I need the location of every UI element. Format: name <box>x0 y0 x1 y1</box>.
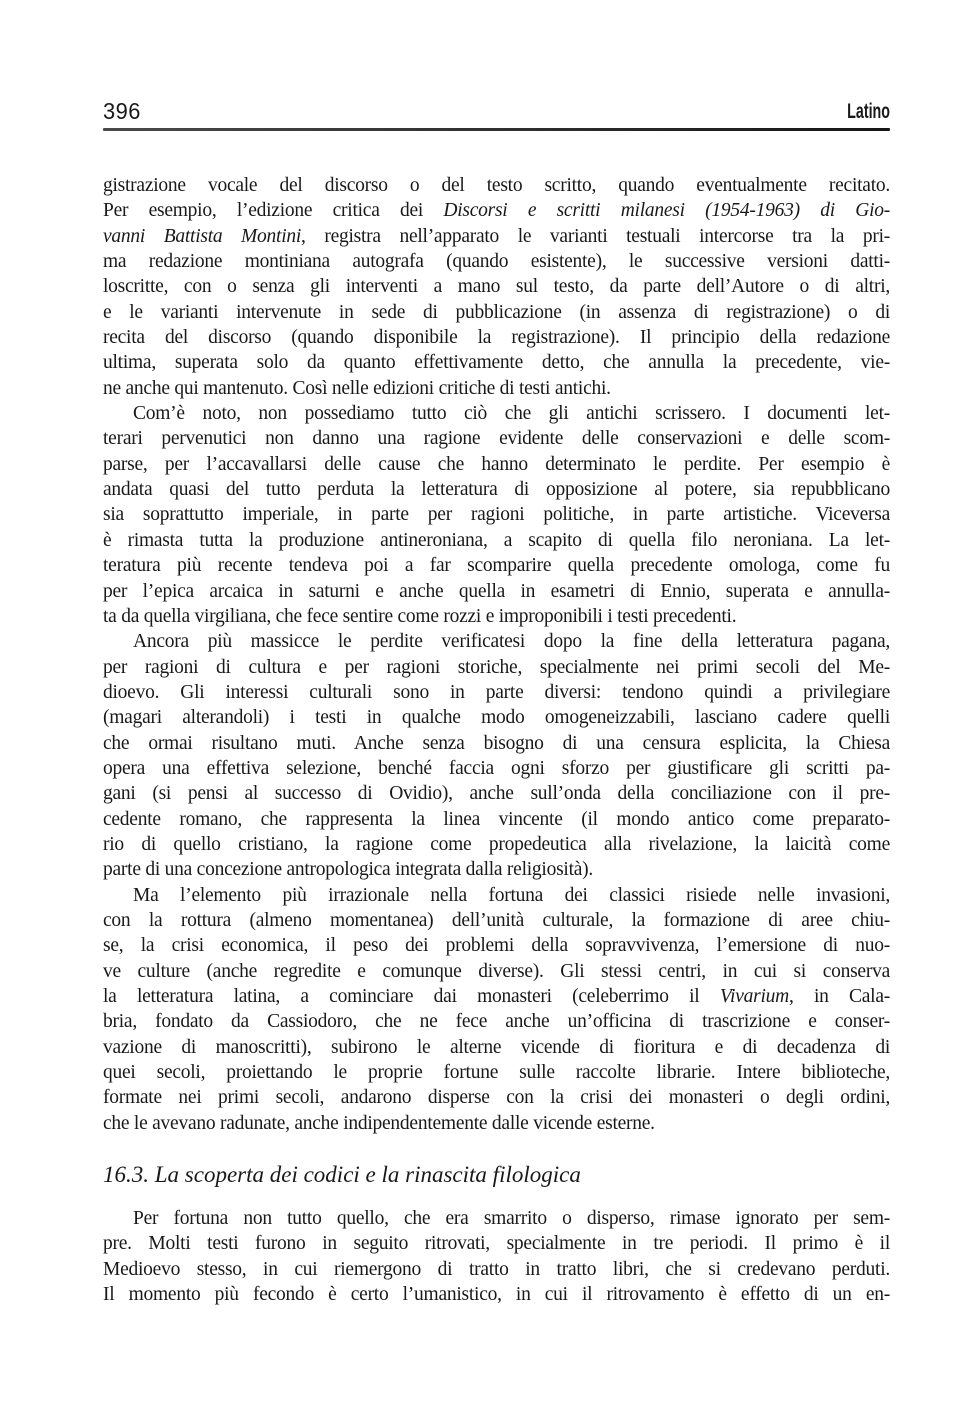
text-line: che ormai risultano muti. Anche senza bisogno di una censura esplicita, la Chiesa <box>103 732 890 754</box>
text-line: ultima, superata solo da quanto effettivamente detto, che annulla la precedente, vie- <box>103 352 890 374</box>
text-line: gani (si pensi al successo di Ovidio), anche sull’onda della conciliazione con il pre- <box>103 783 890 805</box>
text-line: è rimasta tutta la produzione antineroniana, a scapito di quella filo neroniana. La let- <box>103 529 890 551</box>
text-line: opera una effettiva selezione, benché faccia ogni sforzo per giustificare gli scritti pa- <box>103 757 890 779</box>
text-line: recita del discorso (quando disponibile la registrazione). Il principio della redazione <box>103 327 890 349</box>
text-line: parte di una concezione antropologica integrata dalla religiosità). <box>103 859 594 881</box>
text-line: formate nei primi secoli, andarono disperse con la crisi dei monasteri o degli ordini, <box>103 1087 890 1109</box>
paragraph <box>103 173 890 401</box>
paragraph <box>103 1206 890 1307</box>
text-line: Il momento più fecondo è certo l’umanistico, in cui il ritrovamento è effetto di un en- <box>103 1284 890 1306</box>
text-line: per l’epica arcaica in saturni e anche quella in esametri di Ennio, superata e annulla- <box>103 580 890 602</box>
text-line: e le varianti intervenute in sede di pubblicazione (in assenza di registrazione) o di <box>103 301 890 323</box>
text-line: vazione di manoscritti), subirono le alterne vicende di fioritura e di decadenza di <box>103 1036 890 1058</box>
text-line: Per fortuna non tutto quello, che era smarrito o disperso, rimase ignorato per sem- <box>133 1208 890 1230</box>
text-line: gistrazione vocale del discorso o del testo scritto, quando eventualmente recitato. <box>103 175 890 196</box>
text-line: (magari alterandoli) i testi in qualche modo omogeneizzabili, lasciano cadere quelli <box>103 707 890 729</box>
text-line: terari pervenutici non danno una ragione evidente delle conservazioni e delle scom- <box>103 428 890 450</box>
text-line: con la rottura (almeno momentanea) dell’unità culturale, la formazione di aree chiu- <box>103 909 890 931</box>
running-header <box>103 90 890 126</box>
text-line: per ragioni di cultura e per ragioni storiche, specialmente nei primi secoli del Me- <box>103 656 890 678</box>
text-line: sia soprattutto imperiale, in parte per ragioni politiche, in parte artistiche. Viceversa <box>103 504 890 526</box>
paragraph <box>103 629 890 882</box>
header-rule <box>103 128 890 131</box>
text-line: Ma l’elemento più irrazionale nella fortuna dei classici risiede nelle invasioni, <box>133 884 890 906</box>
text-line: cedente romano, che rappresenta la linea vincente (il mondo antico come preparato- <box>103 808 890 830</box>
text-line: vanni Battista Montini, registra nell’apparato le varianti testuali intercorse tra la pri- <box>103 225 890 247</box>
text-line: rio di quello cristiano, la ragione come propedeutica alla rivelazione, la laicità come <box>103 833 890 855</box>
section-heading: 16.3. La scoperta dei codici e la rinascita filologica <box>103 1162 581 1188</box>
text-line: andata quasi del tutto perduta la letteratura di opposizione al potere, sia repubblicano <box>103 479 890 501</box>
text-line: la letteratura latina, a cominciare dai monasteri (celeberrimo il Vivarium, in Cala- <box>103 986 890 1007</box>
body-text <box>103 173 890 1307</box>
text-line: ta da quella virgiliana, che fece sentire come rozzi e improponibili i testi precedenti. <box>103 605 737 627</box>
text-line: loscritte, con o senza gli interventi a mano sul testo, da parte dell’Autore o di altri, <box>103 276 890 298</box>
text-line: ne anche qui mantenuto. Così nelle edizioni critiche di testi antichi. <box>103 377 611 399</box>
text-line: Ancora più massicce le perdite verificatesi dopo la fine della letteratura pagana, <box>133 631 890 653</box>
text-line: Com’è noto, non possediamo tutto ciò che gli antichi scrissero. I documenti let- <box>133 403 890 425</box>
page-number: 396 <box>103 98 141 124</box>
text-line: ma redazione montiniana autografa (quando esistente), le successive versioni datti- <box>103 251 890 273</box>
text-line: parse, per l’accavallarsi delle cause che hanno determinato le perdite. Per esempio è <box>103 453 890 475</box>
text-line: che le avevano radunate, anche indipendentemente dalle vicende esterne. <box>103 1112 655 1134</box>
running-title: Latino <box>847 100 890 123</box>
text-line: Medioevo stesso, in cui riemergono di tratto in tratto libri, che si credevano perduti. <box>103 1258 890 1280</box>
text-line: Per esempio, l’edizione critica dei Discorsi e scritti milanesi (1954-1963) di Gio- <box>103 200 890 222</box>
text-line: dioevo. Gli interessi culturali sono in parte diversi: tendono quindi a privilegiare <box>103 681 890 703</box>
text-line: se, la crisi economica, il peso dei problemi della sopravvivenza, l’emersione di nuo- <box>103 935 890 957</box>
paragraph <box>103 401 890 629</box>
paragraph <box>103 883 890 1136</box>
text-line: bria, fondato da Cassiodoro, che ne fece anche un’officina di trascrizione e conser- <box>103 1011 890 1033</box>
text-line: pre. Molti testi furono in seguito ritrovati, specialmente in tre periodi. Il primo è il <box>103 1233 890 1255</box>
text-line: teratura più recente tendeva poi a far scomparire quella precedente omologa, come fu <box>103 555 890 577</box>
text-line: ve culture (anche regredite e comunque diverse). Gli stessi centri, in cui si conserva <box>103 960 890 982</box>
text-line: quei secoli, proiettando le proprie fortune sulle raccolte librarie. Intere biblioteche, <box>103 1062 890 1084</box>
